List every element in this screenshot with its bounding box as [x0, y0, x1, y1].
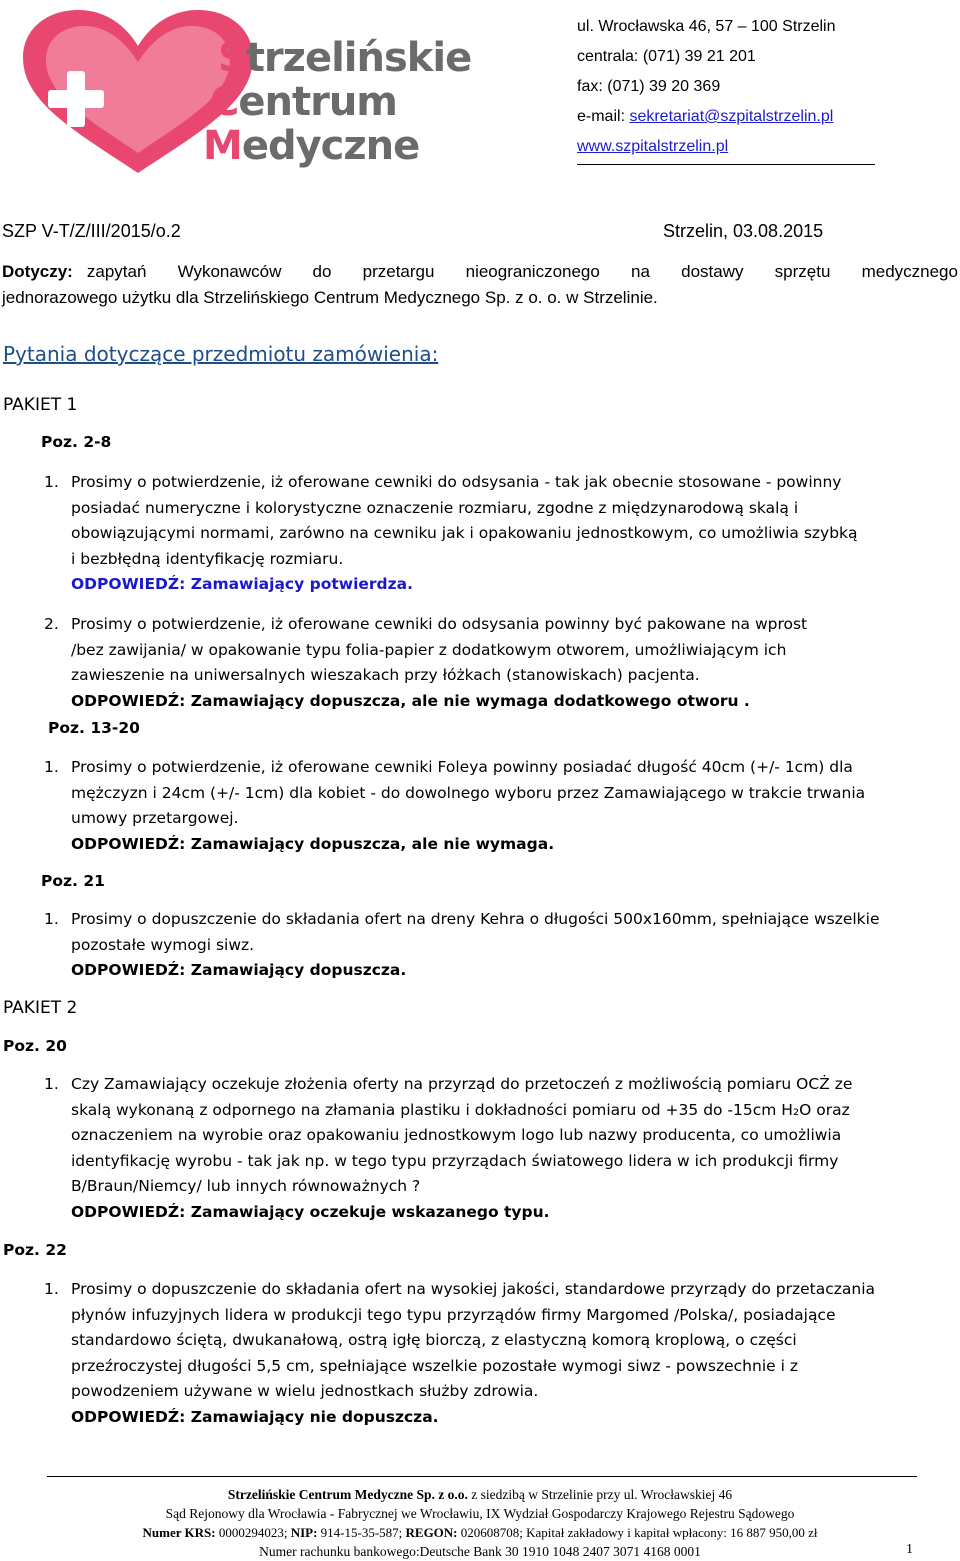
question-2-line: zawieszenie na uniwersalnych wieszakach przy łóżkach (stanowiskach) pacjenta. [71, 666, 700, 684]
footer-company [0, 1485, 960, 1504]
question-4 [71, 907, 880, 984]
header-divider [577, 164, 875, 165]
document-reference: SZP V-T/Z/III/2015/o.2 [2, 221, 181, 241]
poz-20-heading: Poz. 20 [3, 1037, 67, 1055]
section-title: Pytania dotyczące przedmiotu zamówienia: [3, 342, 439, 366]
answer-label: ODPOWIEDŹ: [71, 1407, 186, 1426]
question-1-line: Prosimy o potwierdzenie, iż oferowane cewniki do odsysania - tak jak obecnie stosowane - powinny [71, 473, 842, 491]
answer-label: ODPOWIEDŹ: [71, 834, 186, 853]
answer-text: Zamawiający dopuszcza, ale nie wymaga. [185, 834, 555, 853]
answer-text: Zamawiający potwierdza. [185, 575, 414, 593]
question-6-line: powodzeniem używane w wielu jednostkach służby zdrowia. [71, 1382, 539, 1400]
question-6-line: przeźroczystej długości 5,5 cm, spełniające wszelkie pozostałe wymogi siwz - powszechnie i z [71, 1356, 798, 1375]
footer-divider [47, 1476, 917, 1477]
subject-word: dostawy [681, 262, 744, 281]
question-1-line: posiadać numeryczne i kolorystyczne oznaczenie rozmiaru, zgodne z międzynarodową skalą i [71, 498, 799, 517]
poz-22-heading: Poz. 22 [3, 1241, 67, 1259]
website-link[interactable]: www.szpitalstrzelin.pl [577, 138, 729, 155]
email-line [577, 107, 833, 127]
question-4-number: 1. [44, 910, 59, 928]
question-2-number: 2. [44, 615, 59, 633]
question-2-line: Prosimy o potwierdzenie, iż oferowane cewniki do odsysania powinny być pakowane na wprost [71, 615, 808, 633]
answer-label: ODPOWIEDŹ: [71, 575, 186, 593]
question-5-line: skalą wykonaną z odpornego na złamania plastiku i dokładności pomiaru od +35 do -15cm H₂O oraz [71, 1100, 850, 1119]
question-6 [71, 1277, 875, 1430]
company-name: Strzelińskie Centrum Medyczne Sp. z o.o. [227, 1487, 468, 1502]
question-2 [71, 612, 807, 714]
question-5-line: Czy Zamawiający oczekuje złożenia oferty na przyrząd do przetoczeń z możliwością pomiaru OCŻ ze [71, 1075, 853, 1093]
hospital-logo [18, 8, 488, 178]
question-6-line: Prosimy o dopuszczenie do składania ofert na wysokiej jakości, standardowe przyrządy do przetaczania [71, 1280, 876, 1298]
question-1-line: obowiązującymi normami, zarówno na cewniku jak i opakowaniu jednostkowym, co umożliwia szybką [71, 524, 858, 542]
question-1-line: i bezbłędną identyfikację rozmiaru. [71, 549, 344, 568]
fax: fax: (071) 39 20 369 [577, 78, 721, 95]
document-date: Strzelin, 03.08.2015 [663, 221, 824, 241]
logo-line-2: Centrum [210, 79, 397, 125]
email-label: e-mail: [577, 108, 630, 125]
regon-value: 020608708; Kapitał zakładowy i kapitał wpłacony: 16 887 950,00 zł [457, 1525, 818, 1540]
subject-word: medycznego [861, 262, 958, 281]
question-5-line: B/Braun/Niemcy/ lub innych równoważnych ? [71, 1177, 421, 1195]
address: ul. Wrocławska 46, 57 – 100 Strzelin [577, 18, 836, 35]
answer-5 [71, 1200, 852, 1226]
poz-21-heading: Poz. 21 [41, 872, 105, 890]
nip-label: NIP: [290, 1525, 318, 1540]
question-3-number: 1. [44, 758, 59, 776]
question-3 [71, 755, 865, 857]
subject-word: do [312, 262, 332, 281]
subject-label: Dotyczy: [2, 262, 73, 281]
logo-line-1: Strzelińskie [218, 35, 472, 81]
poz-2-8-heading: Poz. 2-8 [41, 433, 112, 451]
question-4-line: pozostałe wymogi siwz. [71, 935, 255, 954]
pakiet-2-heading: PAKIET 2 [3, 998, 78, 1018]
answer-label: ODPOWIEDŹ: [71, 1202, 186, 1221]
subject-word: na [631, 262, 650, 281]
subject-word: nieograniczonego [465, 262, 600, 281]
subject-word: zapytań [86, 262, 147, 281]
question-4-line: Prosimy o dopuszczenie do składania ofert na dreny Kehra o długości 500x160mm, spełniające wszelkie [71, 910, 880, 928]
question-3-line: umowy przetargowej. [71, 809, 239, 827]
subject-word: sprzętu [774, 262, 831, 281]
question-3-line: Prosimy o potwierdzenie, iż oferowane cewniki Foleya powinny posiadać długość 40cm (+/- 1cm) dla [71, 758, 853, 776]
phone: centrala: (071) 39 21 201 [577, 48, 756, 65]
krs-value: 0000294023; [215, 1525, 291, 1540]
question-2-line: /bez zawijania/ w opakowanie typu folia-papier z dodatkowym otworem, umożliwiającym ich [71, 640, 787, 659]
subject-line-2: jednorazowego użytku dla Strzelińskiego Centrum Medycznego Sp. z o. o. w Strzelinie. [2, 288, 658, 307]
website-line [577, 137, 728, 157]
regon-label: REGON: [405, 1525, 458, 1540]
footer-bank: Numer rachunku bankowego:Deutsche Bank 30 1910 1048 2407 3071 4168 0001 [259, 1544, 701, 1559]
poz-13-20-heading: Poz. 13-20 [48, 719, 140, 737]
question-5-line: oznaczeniem na wyrobie oraz opakowaniu jednostkowym logo lub nazwy producenta, co umożliwia [71, 1126, 842, 1144]
question-6-line: płynów infuzyjnych lidera w produkcji tego typu przyrządów firmy Margomed /Polska/, posiadające [71, 1305, 836, 1324]
nip-value: 914-15-35-587; [317, 1525, 406, 1540]
footer-registration [0, 1523, 960, 1542]
answer-2 [71, 689, 807, 715]
company-address: z siedzibą w Strzelinie przy ul. Wrocławskiej 46 [467, 1487, 733, 1502]
subject-text [87, 262, 958, 282]
subject-line-1 [2, 262, 958, 282]
question-5 [71, 1072, 852, 1225]
question-3-line: mężczyzn i 24cm (+/- 1cm) dla kobiet - do dowolnego wyboru przez Zamawiającego w trakcie trwania [71, 783, 866, 802]
krs-label: Numer KRS: [142, 1525, 216, 1540]
answer-label: ODPOWIEDŹ: [71, 691, 186, 710]
answer-label: ODPOWIEDŹ: [71, 961, 186, 979]
pakiet-1-heading: PAKIET 1 [3, 395, 78, 415]
subject-word: przetargu [362, 262, 435, 281]
question-1-number: 1. [44, 473, 59, 491]
answer-4 [71, 958, 880, 984]
subject-word: Wykonawców [177, 262, 282, 281]
answer-text: Zamawiający dopuszcza. [185, 961, 407, 979]
footer-court: Sąd Rejonowy dla Wrocławia - Fabrycznej we Wrocławiu, IX Wydział Gospodarczy Krajowego Rejestru Sądowego [165, 1506, 795, 1521]
question-5-line: identyfikację wyrobu - tak jak np. w tego typu przyrządach światowego lidera w ich produkcji firmy [71, 1151, 839, 1170]
page-number: 1 [906, 1542, 913, 1557]
question-5-number: 1. [44, 1075, 59, 1093]
question-6-number: 1. [44, 1280, 59, 1298]
answer-text: Zamawiający dopuszcza, ale nie wymaga dodatkowego otworu . [185, 691, 750, 710]
question-1 [71, 470, 858, 598]
email-link[interactable]: sekretariat@szpitalstrzelin.pl [629, 108, 834, 125]
answer-6 [71, 1405, 875, 1431]
answer-text: Zamawiający nie dopuszcza. [185, 1407, 439, 1426]
logo-line-3: Medyczne [203, 123, 420, 169]
question-6-line: standardowo ściętą, dwukanałową, ostrą igłę biorczą, z elastyczną komorą kroplową, o części [71, 1331, 797, 1349]
answer-text: Zamawiający oczekuje wskazanego typu. [185, 1202, 550, 1221]
answer-3 [71, 832, 865, 858]
answer-1 [71, 572, 858, 598]
